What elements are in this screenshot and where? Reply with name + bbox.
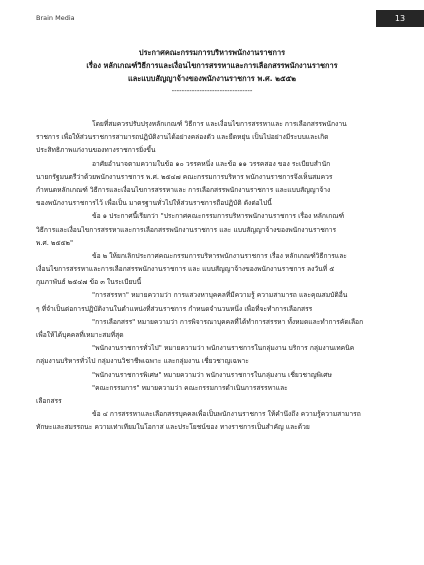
paragraph-line: "คณะกรรมการ" หมายความว่า คณะกรรมการดำเนินการสรรหาและ	[92, 383, 288, 392]
paragraph-line: วิธีการและเงื่อนไขการสรรหาและการเลือกสรรพนักงานราชการ และ แบบสัญญาจ้างของพนักงานราชการ	[36, 225, 337, 234]
paragraph-line: ประสิทธิภาพแก่งานของทางราชการยิ่งขึ้น	[36, 146, 156, 155]
paragraph-line: เลือกสรร	[36, 396, 62, 405]
document-title	[36, 46, 388, 98]
paragraph-line: ทักษะและสมรรถนะ ความเท่าเทียมในโอกาส และประโยชน์ของ ทางราชการเป็นสำคัญ และด้วย	[36, 423, 310, 432]
title-line-1: ประกาศคณะกรรมการบริหารพนักงานราชการ	[138, 48, 286, 57]
paragraph-line: กุมภาพันธ์ ๒๕๔๗ ข้อ ๓ ในระเบียบนี้	[36, 278, 142, 287]
brand-name: Brain Media	[36, 14, 75, 22]
paragraph-line: ข้อ ๑ ประกาศนี้เรียกว่า "ประกาศคณะกรรมการบริหารพนักงานราชการ เรื่อง หลักเกณฑ์	[92, 212, 345, 221]
paragraph-line: ๆ ที่จำเป็นต่อการปฏิบัติงานในตำแหน่งที่ส่วนราชการ กำหนดจำนวนหนึ่ง เพื่อที่จะทำการเลือกสรร	[36, 304, 313, 313]
paragraph-line: "การสรรหา" หมายความว่า การแสวงหาบุคคลที่มีความรู้ ความสามารถ และคุณสมบัติอื่น	[92, 291, 348, 300]
title-line-2: เรื่อง หลักเกณฑ์วิธีการและเงื่อนไขการสรรหาและการเลือกสรรพนักงานราชการ	[86, 61, 338, 70]
paragraph-line: "พนักงานราชการทั่วไป" หมายความว่า พนักงานราชการในกลุ่มงาน บริการ กลุ่มงานเทคนิค	[92, 344, 355, 353]
paragraph-line: เงื่อนไขการสรรหาและการเลือกสรรพนักงานราชการ และ แบบสัญญาจ้างของพนักงานราชการ ลงวันที่ ๕	[36, 265, 335, 274]
page-header	[0, 10, 424, 30]
paragraph-line: กำหนดหลักเกณฑ์ วิธีการและเงื่อนไขการสรรหาและ การเลือกสรรพนักงานราชการ และแบบสัญญาจ้าง	[36, 185, 331, 194]
paragraph-line: ราชการ เพื่อให้ส่วนราชการสามารถปฏิบัติงานได้อย่างคล่องตัว และยืดหยุ่น เป็นไปอย่างมีระบบและเกิด	[36, 133, 329, 142]
paragraph-line: เพื่อให้ได้บุคคลที่เหมาะสมที่สุด	[36, 331, 124, 339]
paragraph-line: นายกรัฐมนตรีว่าด้วยพนักงานราชการ พ.ศ. ๒๕๔๗ คณะกรรมการบริหาร พนักงานราชการจึงเห็นสมควร	[36, 172, 333, 181]
paragraph-line: กลุ่มงานบริหารทั่วไป กลุ่มงานวิชาชีพเฉพาะ และกลุ่มงาน เชี่ยวชาญเฉพาะ	[36, 357, 249, 366]
paragraph-line: อาศัยอำนาจตามความในข้อ ๑๐ วรรคหนึ่ง และข้อ ๑๑ วรรคสอง ของ ระเบียบสำนัก	[92, 159, 331, 168]
paragraph-line: พ.ศ. ๒๕๕๒"	[36, 238, 74, 247]
paragraph-line: ข้อ ๒ ให้ยกเลิกประกาศคณะกรรมการบริหารพนักงานราชการ เรื่อง หลักเกณฑ์วิธีการและ	[92, 251, 347, 260]
title-line-3: และแบบสัญญาจ้างของพนักงานราชการ พ.ศ. ๒๕๕๒	[127, 74, 297, 83]
title-rule: --------------------------------	[171, 87, 253, 95]
paragraph-line: ข้อ ๔ การสรรหาและเลือกสรรบุคคลเพื่อเป็นพนักงานราชการ ให้คำนึงถึง ความรู้ความสามารถ	[92, 410, 361, 419]
paragraph-line: โดยที่สมควรปรับปรุงหลักเกณฑ์ วิธีการ และเงื่อนไขการสรรหาและ การเลือกสรรพนักงาน	[92, 120, 347, 128]
paragraph-line: "พนักงานราชการพิเศษ" หมายความว่า พนักงานราชการในกลุ่มงาน เชี่ยวชาญพิเศษ	[92, 370, 332, 379]
document-body	[36, 118, 388, 435]
paragraph-line: ของพนักงานราชการไว้ เพื่อเป็น มาตรฐานทั่วไปให้ส่วนราชการถือปฏิบัติ ดังต่อไปนี้	[36, 199, 272, 208]
paragraph-line: "การเลือกสรร" หมายความว่า การพิจารณาบุคคลที่ได้ทำการสรรหา ทั้งหมดและทำการคัดเลือก	[92, 317, 364, 326]
page-number-badge: 13	[376, 10, 424, 27]
